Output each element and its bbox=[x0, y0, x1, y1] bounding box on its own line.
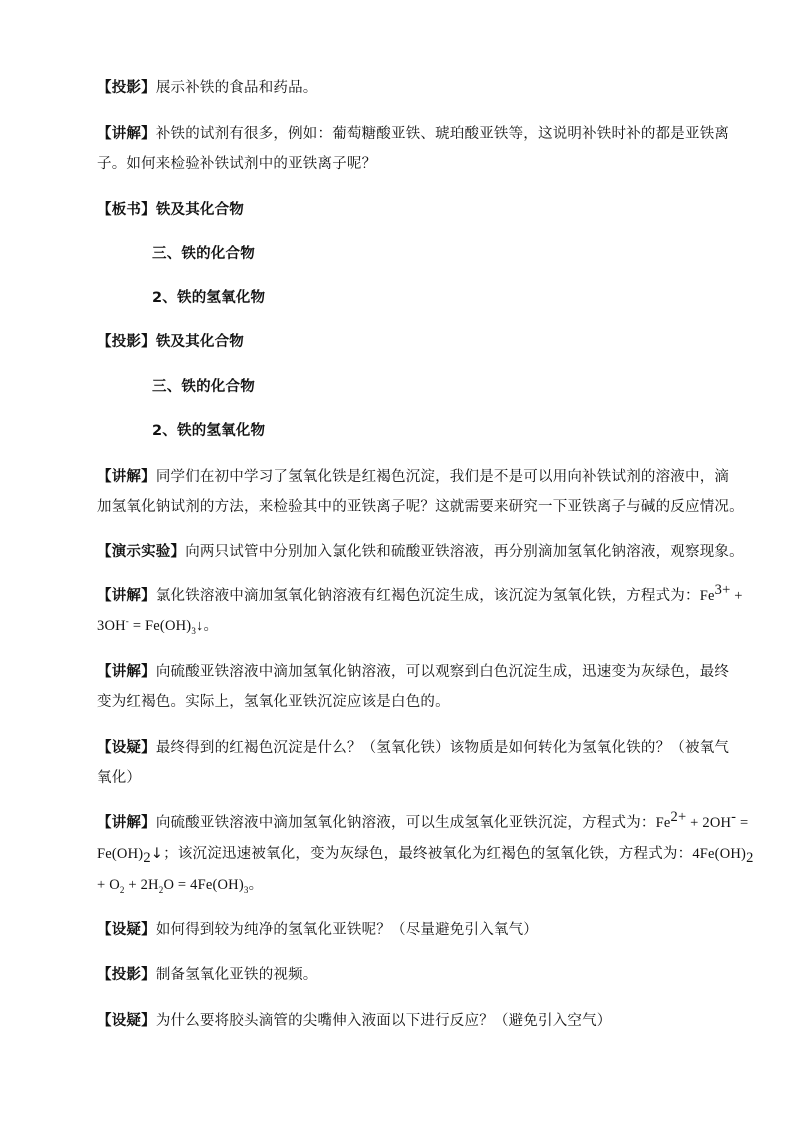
paragraph-explain-1-cont: 子。如何来检验补铁试剂中的亚铁离子呢？ bbox=[97, 156, 377, 172]
paragraph-explain-5 bbox=[97, 809, 749, 833]
equation-part: + 2OH bbox=[686, 815, 732, 831]
paragraph-text: 向硫酸亚铁溶液中滴加氢氧化钠溶液，可以观察到白色沉淀生成，迅速变为灰绿色，最终 bbox=[155, 664, 730, 680]
outline-subheading-1: 2、铁的氢氧化物 bbox=[152, 290, 266, 306]
equation-superscript: 3+ bbox=[714, 582, 731, 599]
paragraph-tag: 【板书】 bbox=[97, 202, 156, 218]
paragraph-tag: 【投影】 bbox=[97, 334, 156, 350]
paragraph-text: 制备氢氧化亚铁的视频。 bbox=[155, 967, 318, 983]
paragraph-tag: 【投影】 bbox=[97, 80, 156, 96]
paragraph-question-2 bbox=[97, 920, 538, 940]
paragraph-text: 同学们在初中学习了氢氧化铁是红褐色沉淀，我们是不是可以用向补铁试剂的溶液中，滴 bbox=[155, 469, 730, 485]
equation-part: 3OH bbox=[97, 618, 126, 634]
paragraph-tag: 【讲解】 bbox=[97, 664, 156, 680]
outline-heading-2: 三、铁的化合物 bbox=[152, 379, 255, 395]
paragraph-text: 如何得到较为纯净的氢氧化亚铁呢？（尽量避免引入氧气） bbox=[155, 922, 539, 938]
equation-part: = bbox=[736, 815, 749, 831]
equation-superscript: 2+ bbox=[670, 809, 687, 826]
equation-part: ↓。 bbox=[196, 618, 219, 634]
paragraph-question-3 bbox=[97, 1011, 612, 1031]
equation-part: Fe bbox=[699, 588, 715, 604]
paragraph-tag: 【演示实验】 bbox=[97, 544, 186, 560]
paragraph-tag: 【设疑】 bbox=[97, 1013, 156, 1029]
equation-subscript: 2 bbox=[119, 884, 125, 895]
paragraph-text: 铁及其化合物 bbox=[155, 202, 245, 218]
equation-subscript: 2 bbox=[158, 884, 164, 895]
paragraph-text: 铁及其化合物 bbox=[155, 334, 245, 350]
paragraph-tag: 【讲解】 bbox=[97, 588, 156, 604]
paragraph-projection-2 bbox=[97, 332, 244, 352]
paragraph-text: 展示补铁的食品和药品。 bbox=[155, 80, 318, 96]
paragraph-text: ↓；该沉淀迅速被氧化，变为灰绿色，最终被氧化为红褐色的氢氧化铁，方程式为： bbox=[150, 846, 693, 862]
paragraph-tag: 【讲解】 bbox=[97, 126, 156, 142]
equation-part: 4Fe(OH) bbox=[692, 846, 747, 862]
paragraph-projection-3 bbox=[97, 965, 318, 985]
equation-part: Fe(OH) bbox=[97, 846, 144, 862]
equation-superscript: - bbox=[125, 616, 129, 627]
paragraph-board-1 bbox=[97, 200, 244, 220]
paragraph-tag: 【设疑】 bbox=[97, 922, 156, 938]
paragraph-text: 氯化铁溶液中滴加氢氧化钠溶液有红褐色沉淀生成，该沉淀为氢氧化铁，方程式为： bbox=[155, 588, 700, 604]
paragraph-projection-1 bbox=[97, 78, 318, 98]
equation-line bbox=[97, 616, 218, 636]
equation-line-3 bbox=[97, 875, 263, 895]
paragraph-demo-experiment bbox=[97, 542, 744, 562]
equation-part: + bbox=[730, 588, 743, 604]
equation-subscript: 3 bbox=[243, 884, 249, 895]
outline-heading-1: 三、铁的化合物 bbox=[152, 246, 255, 262]
paragraph-text: 向硫酸亚铁溶液中滴加氢氧化钠溶液，可以生成氢氧化亚铁沉淀，方程式为： bbox=[155, 815, 656, 831]
equation-part: + O bbox=[97, 877, 120, 893]
paragraph-text: 最终得到的红褐色沉淀是什么？（氢氧化铁）该物质是如何转化为氢氧化铁的？（被氧气 bbox=[155, 740, 730, 756]
equation-part: 。 bbox=[248, 877, 264, 893]
paragraph-explain-3 bbox=[97, 582, 743, 606]
paragraph-text: 向两只试管中分别加入氯化铁和硫酸亚铁溶液，再分别滴加氢氧化钠溶液，观察现象。 bbox=[185, 544, 744, 560]
paragraph-text: 补铁的试剂有很多，例如：葡萄糖酸亚铁、琥珀酸亚铁等，这说明补铁时补的都是亚铁离 bbox=[155, 126, 730, 142]
paragraph-explain-4 bbox=[97, 662, 729, 682]
equation-part: = Fe(OH) bbox=[129, 618, 192, 634]
paragraph-question-1 bbox=[97, 738, 729, 758]
outline-subheading-2: 2、铁的氢氧化物 bbox=[152, 423, 266, 439]
paragraph-tag: 【设疑】 bbox=[97, 740, 156, 756]
equation-part: O = 4Fe(OH) bbox=[163, 877, 244, 893]
paragraph-tag: 【讲解】 bbox=[97, 469, 156, 485]
paragraph-question-1-cont: 氧化） bbox=[97, 770, 142, 786]
paragraph-tag: 【投影】 bbox=[97, 967, 156, 983]
paragraph-tag: 【讲解】 bbox=[97, 815, 156, 831]
equation-subscript: 3 bbox=[191, 625, 197, 636]
equation-part: Fe bbox=[655, 815, 671, 831]
paragraph-explain-2-cont: 加氢氧化钠试剂的方法，来检验其中的亚铁离子呢？这就需要来研究一下亚铁离子与碱的反应情况。 bbox=[97, 499, 744, 515]
paragraph-text: 为什么要将胶头滴管的尖嘴伸入液面以下进行反应？（避免引入空气） bbox=[155, 1013, 612, 1029]
equation-subscript: 2 bbox=[143, 849, 151, 866]
paragraph-explain-4-cont: 变为红褐色。实际上，氢氧化亚铁沉淀应该是白色的。 bbox=[97, 694, 450, 710]
equation-part: + 2H bbox=[124, 877, 159, 893]
paragraph-explain-1 bbox=[97, 124, 729, 144]
paragraph-explain-2 bbox=[97, 467, 729, 487]
equation-line-2 bbox=[97, 844, 754, 864]
equation-superscript: - bbox=[731, 809, 737, 826]
equation-subscript: 2 bbox=[746, 849, 754, 866]
